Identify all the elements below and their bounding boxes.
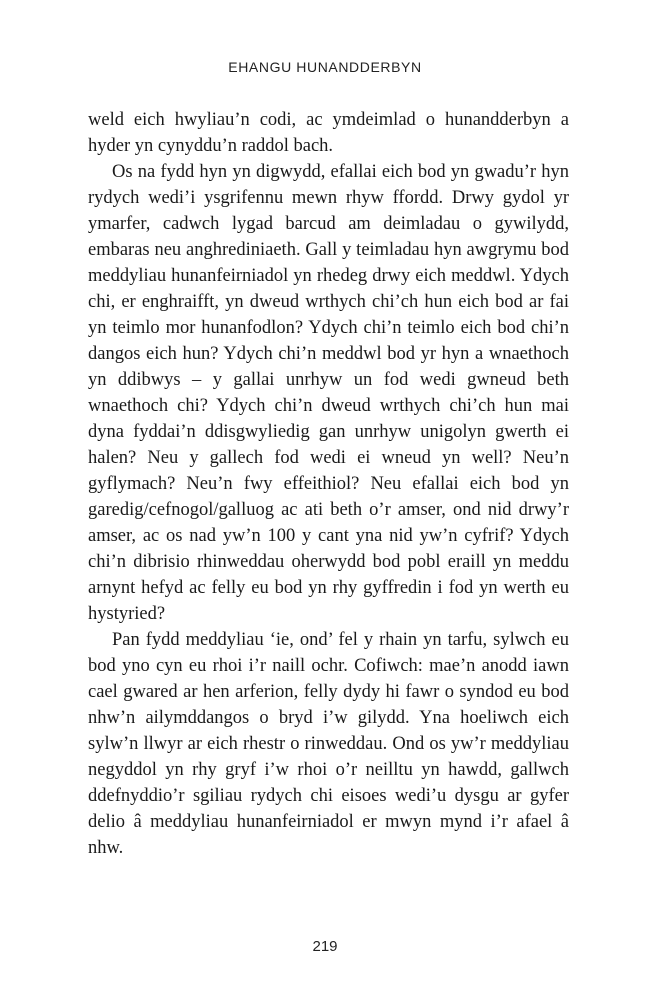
paragraph-continuation: weld eich hwyliau’n codi, ac ymdeimlad o hunandderbyn a hyder yn cynyddu’n raddol bach.: [88, 110, 569, 156]
page-number: 219: [312, 938, 338, 955]
paragraph: Os na fydd hyn yn digwydd, efallai eich bod yn gwadu’r hyn rydych wedi’i ysgrifennu mewn rhyw ffordd. Drwy gydol yr ymarfer, cadwch lygad barcud am deimladau o gywilydd, embaras neu anghrediniaeth. Gall y teimladau hyn awgrymu bod meddyliau hunanfeirniadol yn rhedeg drwy eich meddwl. Ydych chi, er enghraifft, yn dweud wrthych chi’ch hun eich bod ar fai yn teimlo mor hunanfodlon? Ydych chi’n teimlo eich bod chi’n dangos eich hun? Ydych chi’n meddwl bod yr hyn a wnaethoch yn ddibwys – y gallai unrhyw un fod wedi gwneud beth wnaethoch chi? Ydych chi’n dweud wrthych chi’ch hun mai dyna fyddai’n ddisgwyliedig gan unrhyw unigolyn gwerth ei halen? Neu y gallech fod wedi ei wneud yn well? Neu’n gyflymach? Neu’n fwy effeithiol? Neu efallai eich bod yn garedig/cefnogol/galluog ac ati beth o’r amser, ond nid drwy’r amser, ac os nad yw’n 100 y cant yna nid yw’n cyfrif? Ydych chi’n dibrisio rhinweddau oherwydd bod pobl eraill yn meddu arnynt hefyd ac felly eu bod yn rhy gyffredin i fod yn werth eu hystyried?: [88, 162, 569, 624]
body-text: [88, 107, 569, 861]
paragraph: Pan fydd meddyliau ‘ie, ond’ fel y rhain yn tarfu, sylwch eu bod yno cyn eu rhoi i’r naill ochr. Cofiwch: mae’n anodd iawn cael gwared ar hen arferion, felly dydy hi fawr o syndod eu bod nhw’n ailymddangos o bryd i’w gilydd. Yna hoeliwch eich sylw’n llwyr ar eich rhestr o rinweddau. Ond os yw’r meddyliau negyddol yn rhy gryf i’w rhoi o’r neilltu yn hawdd, gallwch ddefnyddio’r sgiliau rydych chi eisoes wedi’u dysgu ar gyfer delio â meddyliau hunanfeirniadol er mwyn mynd i’r afael â nhw.: [88, 630, 569, 858]
running-header-title: EHANGU HUNANDDERBYN: [228, 59, 422, 75]
